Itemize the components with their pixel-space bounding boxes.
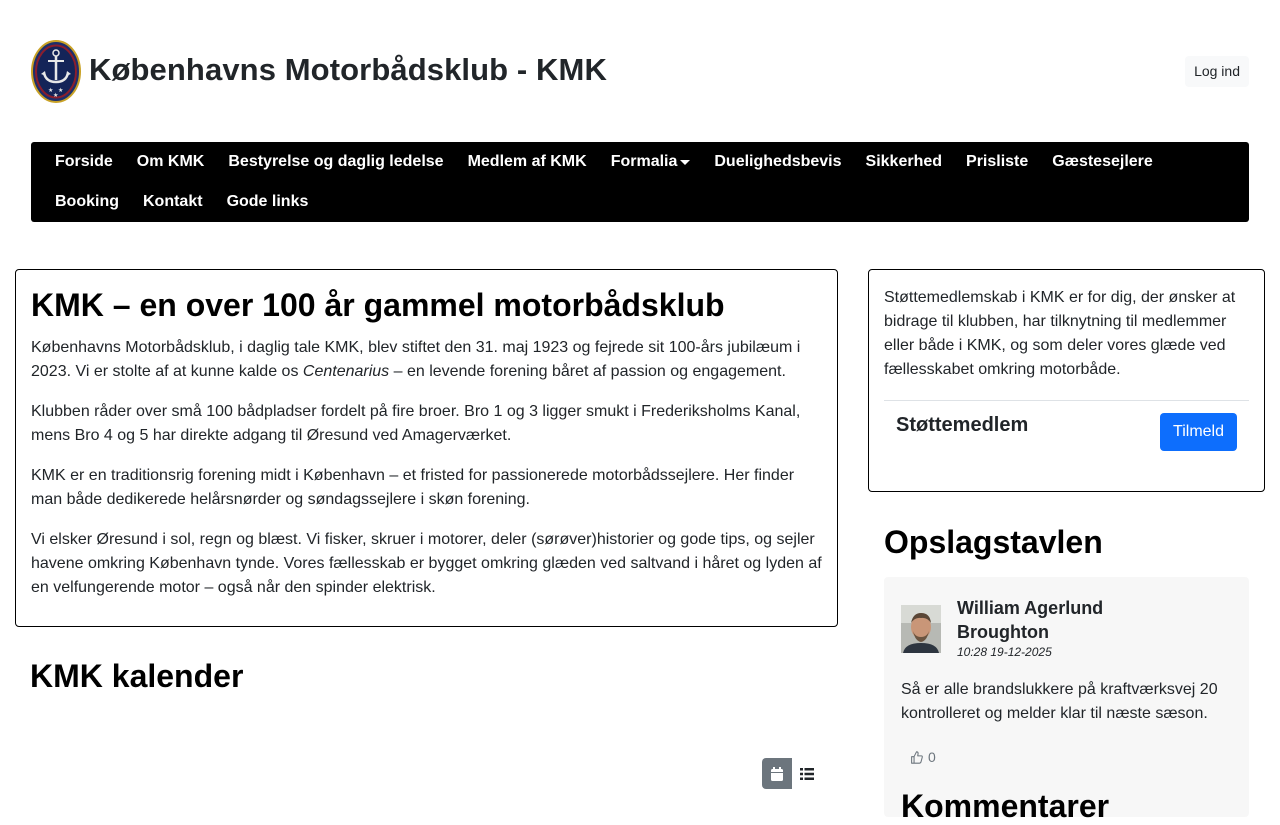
calendar-title: KMK kalender	[30, 658, 244, 694]
about-p1-text-end: – en levende forening båret af passion og engagement.	[389, 363, 786, 380]
about-paragraph-3: KMK er en traditionsrig forening midt i København – et fristed for passionerede motorbådssejlere. Her finder man både dedikerede helårsnørder og søndagssejlere i skøn forening.	[31, 467, 795, 508]
nav-item-formalia-dropdown[interactable]	[599, 153, 703, 171]
calendar-month-view-button[interactable]	[762, 758, 792, 789]
support-membership-name: Støttemedlem	[896, 414, 1029, 436]
nav-item-formalia-label: Formalia	[610, 153, 678, 170]
main-navigation	[31, 142, 1249, 222]
about-paragraph-1	[31, 336, 822, 384]
nav-item-duelighedsbevis[interactable]: Duelighedsbevis	[714, 153, 842, 170]
nav-item-forside[interactable]: Forside	[55, 153, 113, 170]
login-button[interactable]: Log ind	[1185, 56, 1249, 87]
nav-item-om-kmk[interactable]: Om KMK	[136, 153, 205, 170]
about-heading: KMK – en over 100 år gammel motorbådsklub	[31, 287, 725, 323]
signup-button[interactable]: Tilmeld	[1160, 413, 1237, 451]
site-header	[31, 40, 1249, 102]
list-icon	[800, 768, 814, 780]
nav-row-2	[43, 182, 1237, 222]
nav-item-booking[interactable]: Booking	[55, 193, 119, 210]
about-card	[15, 269, 838, 627]
like-count: 0	[928, 749, 936, 765]
nav-item-bestyrelse[interactable]: Bestyrelse og daglig ledelse	[228, 153, 444, 170]
like-button[interactable]	[910, 749, 936, 765]
avatar	[901, 605, 941, 653]
svg-text:★: ★	[58, 87, 64, 94]
post-author: William Agerlund Broughton	[957, 598, 1104, 642]
nav-item-medlem[interactable]: Medlem af KMK	[467, 153, 587, 170]
chevron-down-icon	[680, 160, 690, 165]
about-paragraph-2: Klubben råder over små 100 bådpladser fordelt på fire broer. Bro 1 og 3 ligger smukt i Frederiksholms Kanal, mens Bro 4 og 5 har direkte adgang til Øresund ved Amagerværket.	[31, 403, 801, 444]
svg-text:★: ★	[53, 92, 59, 99]
support-membership-row	[884, 401, 1249, 461]
thumbs-up-icon	[910, 751, 923, 764]
support-description: Støttemedlemskab i KMK er for dig, der ønsker at bidrage til klubben, har tilknytning til medlemmer eller både i KMK, og som deler vores glæde ved fællesskabet omkring motorbåde.	[884, 289, 1236, 378]
post-timestamp: 10:28 19-12-2025	[957, 645, 1052, 659]
calendar-list-view-button[interactable]	[792, 758, 822, 789]
support-membership-card	[868, 269, 1265, 492]
nav-item-gode-links[interactable]: Gode links	[226, 193, 309, 210]
site-title[interactable]: Københavns Motorbådsklub - KMK	[89, 52, 607, 87]
about-paragraph-4: Vi elsker Øresund i sol, regn og blæst. Vi fisker, skruer i motorer, deler (sørøver)historier og gode tips, og sejler havene omkring København tynde. Vores fællesskab er bygget omkring glæden ved saltvand i håret og lyden af en velfungerende motor – også når den spinder elektrisk.	[31, 531, 822, 596]
post-body: Så er alle brandslukkere på kraftværksvej 20 kontrolleret og melder klar til næste sæson.	[901, 681, 1218, 722]
calendar-icon	[771, 767, 783, 781]
about-p1-text-start: Københavns Motorbådsklub, i daglig tale KMK, blev stiftet den 31. maj 1923 og fejrede sit 100-års jubilæum i 2023. Vi er stolte af at kunne kalde os	[31, 339, 801, 380]
about-p1-italic: Centenarius	[302, 363, 390, 380]
bulletin-board-title: Opslagstavlen	[884, 524, 1103, 560]
svg-text:★: ★	[48, 87, 54, 94]
nav-item-sikkerhed[interactable]: Sikkerhed	[865, 153, 943, 170]
nav-item-kontakt[interactable]: Kontakt	[143, 193, 203, 210]
nav-item-gaestesejlere[interactable]: Gæstesejlere	[1052, 153, 1153, 170]
bulletin-post	[884, 577, 1249, 824]
club-logo[interactable]	[31, 40, 81, 103]
nav-row-1	[43, 142, 1237, 182]
comments-heading: Kommentarer	[901, 788, 1110, 824]
nav-item-prisliste[interactable]: Prisliste	[966, 153, 1029, 170]
